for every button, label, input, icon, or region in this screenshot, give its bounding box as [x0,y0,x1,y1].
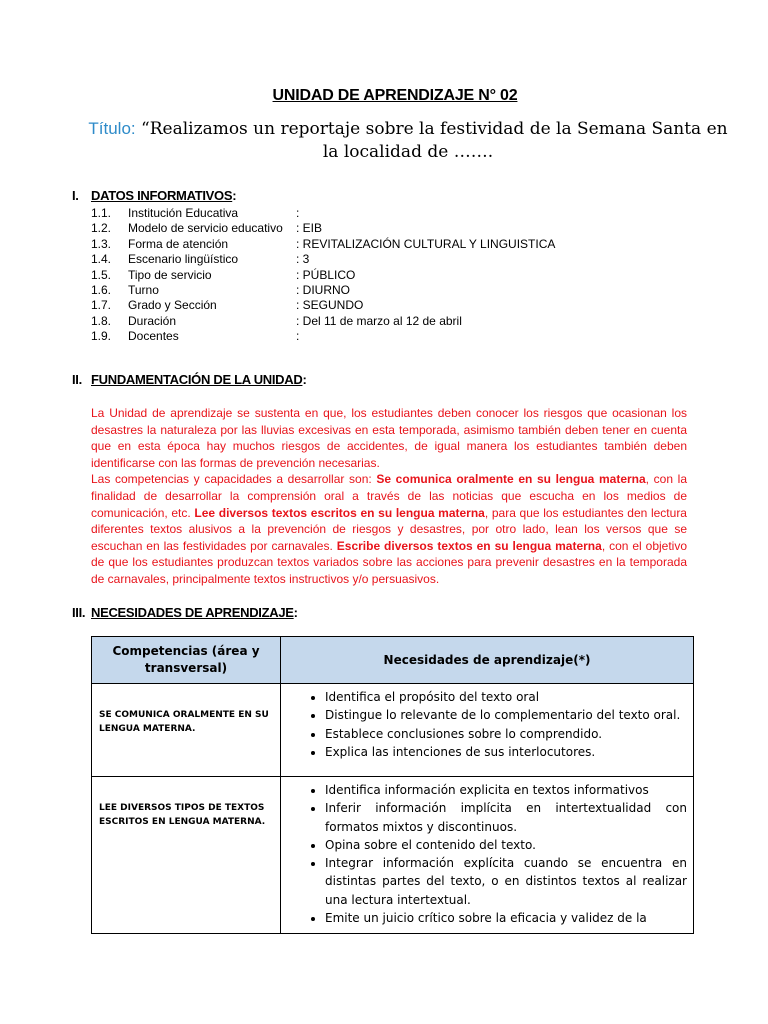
list-item: • Establece conclusiones sobre lo comprendido. [325,725,687,743]
info-row-number: 1.6. [91,282,112,297]
info-row-label: Duración [128,313,177,328]
section-2-heading [72,372,306,387]
paragraph-text: , para que los estudiantes den lectura diferentes textos alusivos a la prevención de riesgos y desastres, por otro lado, lean los versos que se escuchan en las festividades por carnavales. [91,505,687,553]
info-row [91,268,651,283]
section-1-heading [72,188,236,203]
table-header-competencias: Competencias (área y transversal) [92,637,281,684]
competence-highlight: Escribe diversos textos en su lengua materna [336,538,602,553]
competence-highlight: Se comunica oralmente en su lengua materna [376,472,646,487]
document-title: UNIDAD DE APRENDIZAJE N° 02 [272,87,518,104]
info-row [91,206,651,221]
list-item: • Inferir información implícita en intertextualidad con formatos mixtos y discontinuos. [325,799,687,836]
info-row-value: : 3 [296,252,310,267]
info-row [91,298,651,313]
info-row-value: : Del 11 de marzo al 12 de abril [296,313,462,328]
paragraph-text: Las competencias y capacidades a desarrollar son: [91,472,377,487]
necesidades-list [281,688,687,761]
fundamentacion-paragraph-1: La Unidad de aprendizaje se sustenta en que, los estudiantes deben conocer los riesgos que ocasionan los desastres la naturaleza por las lluvias excesivas en esta temporada, asimismo también deben tener en cuenta que en esta época hay muchos riesgos de accidentes, de igual manera los estudiantes también deben identificarse con las formas de prevención necesarias. [91,406,687,470]
section-2-number: II. [72,372,82,387]
subtitle-text: “Realizamos un reportaje sobre la festividad de la Semana Santa en la localidad de ……. [141,119,728,162]
section-3-number: III. [72,605,86,620]
info-row-label: Escenario lingüístico [128,252,239,267]
info-row-label: Turno [128,282,159,297]
info-row-number: 1.1. [91,206,112,220]
section-1-number: I. [72,188,79,203]
subtitle-label: Título: [88,119,136,138]
info-row [91,314,651,329]
necesidades-cell [281,684,694,777]
table-header-row [92,637,694,684]
info-row-label: Modelo de servicio educativo [128,221,283,236]
info-row-value: : REVITALIZACIÓN CULTURAL Y LINGUISTICA [296,236,556,251]
info-row-number: 1.4. [91,252,112,267]
necesidades-list [281,781,687,927]
info-row [91,283,651,298]
list-item: • Identifica información explicita en textos informativos [325,781,687,799]
section-3-colon: : [293,605,298,620]
list-item: • Opina sobre el contenido del texto. [325,836,687,854]
paragraph-text: , con el objetivo de que los estudiantes produzcan textos variados sobre las acciones para prevenir desastres en la temporada de carnavales, principalmente textos instructivos y/o persuasivos. [91,538,688,586]
table-row [92,684,694,777]
list-item: • Identifica el propósito del texto oral [325,688,687,706]
list-item: • Distingue lo relevante de lo complementario del texto oral. [325,706,687,724]
info-row-label: Institución Educativa [128,206,239,220]
info-row-number: 1.2. [91,221,112,236]
info-row-number: 1.3. [91,236,112,251]
section-1-title: DATOS INFORMATIVOS [91,188,233,203]
info-row-value: : EIB [296,221,323,236]
info-row [91,329,651,344]
info-row-label: Forma de atención [128,236,229,251]
unit-subtitle [88,117,728,164]
competence-highlight: Lee diversos textos escritos en su lengua materna [194,505,485,520]
fundamentacion-text [91,405,687,588]
info-row-label: Tipo de servicio [128,267,212,282]
competencia-cell: LEE DIVERSOS TIPOS DE TEXTOS ESCRITOS EN LENGUA MATERNA. [92,777,281,934]
info-row-value: : [296,206,300,220]
info-row-number: 1.9. [91,329,112,344]
section-3-heading [72,605,298,620]
needs-table [91,636,694,934]
list-item: • Emite un juicio crítico sobre la eficacia y validez de la [325,909,687,927]
section-2-colon: : [302,372,307,387]
section-3-title: NECESIDADES DE APRENDIZAJE [91,605,294,620]
table-row [92,777,694,934]
section-2-title: FUNDAMENTACIÓN DE LA UNIDAD [91,372,303,387]
section-1-colon: : [232,188,237,203]
list-item: • Integrar información explícita cuando se encuentra en distintas partes del texto, o en distintos textos al realizar una lectura intertextual. [325,854,687,909]
info-row-value: : DIURNO [296,282,350,297]
list-item: • Explica las intenciones de sus interlocutores. [325,743,687,761]
info-list [91,206,651,345]
competencia-cell: SE COMUNICA ORALMENTE EN SU LENGUA MATERNA. [92,684,281,777]
info-row-value: : PÚBLICO [296,267,356,282]
info-row [91,237,651,252]
info-row-number: 1.8. [91,313,112,328]
fundamentacion-paragraph-2 [91,471,687,587]
table-header-necesidades: Necesidades de aprendizaje(*) [281,637,694,684]
info-row [91,252,651,267]
info-row [91,221,651,236]
info-row-number: 1.5. [91,267,112,282]
info-row-number: 1.7. [91,298,112,313]
paragraph-text: , con la finalidad de desarrollar la comprensión oral a través de las noticias que escucha en los medios de comunicación, etc. [91,472,687,520]
info-row-value: : [296,329,300,344]
info-row-label: Docentes [128,329,179,344]
info-row-label: Grado y Sección [128,298,217,313]
info-row-value: : SEGUNDO [296,298,364,313]
necesidades-cell [281,777,694,934]
